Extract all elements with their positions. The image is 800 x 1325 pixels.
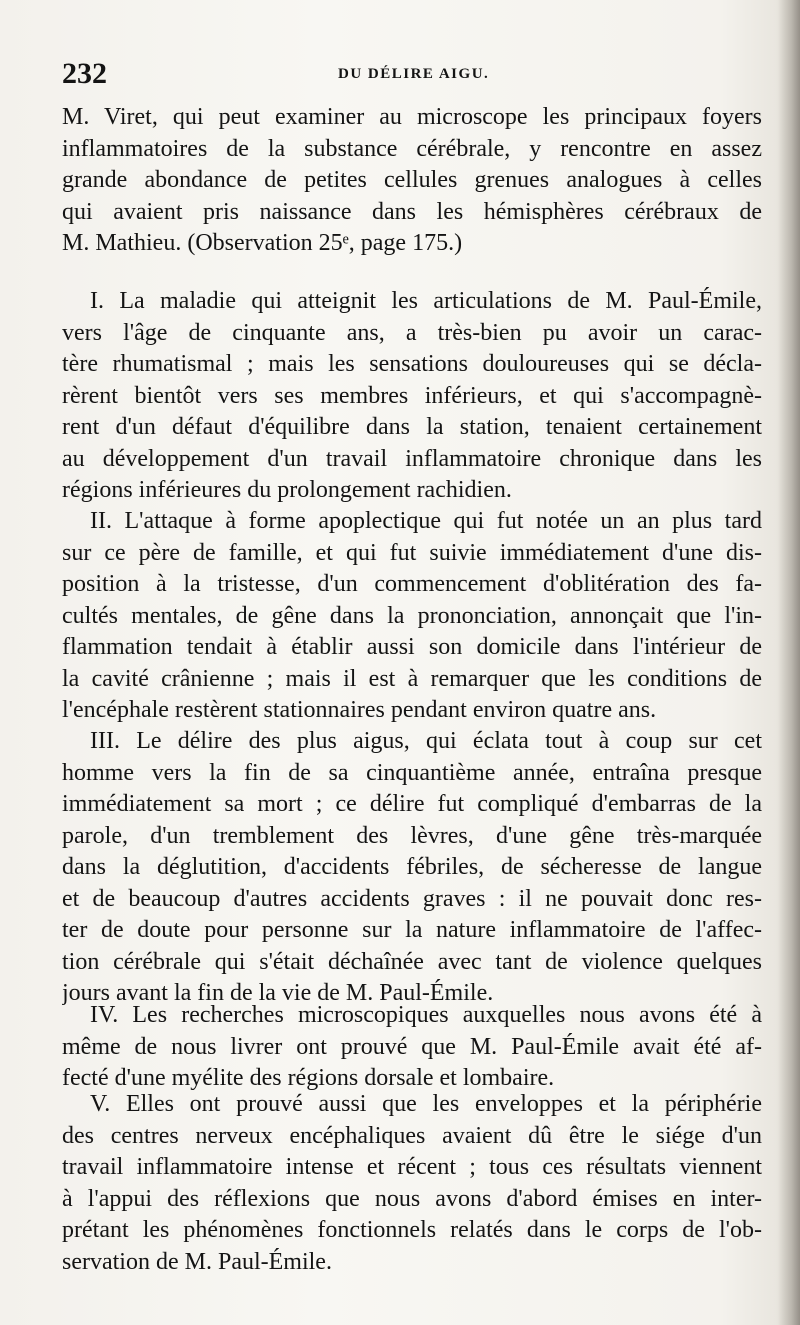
intro-paragraph xyxy=(62,102,762,260)
text-line: inflammatoires de la substance cérébrale, y rencontre en assez xyxy=(62,135,762,162)
text-line: servation de M. Paul-Émile. xyxy=(62,1248,332,1275)
text-line: V. Elles ont prouvé aussi que les enveloppes et la périphérie xyxy=(90,1091,762,1117)
text-line: II. L'attaque à forme apoplectique qui fut notée un an plus tard xyxy=(90,508,762,534)
text-line: M. Viret, qui peut examiner au microscope les principaux foyers xyxy=(62,104,762,130)
section-iii-paragraph xyxy=(62,726,762,1010)
text-line: jours avant la fin de la vie de M. Paul-Émile. xyxy=(62,980,494,1006)
text-line: des centres nerveux encéphaliques avaient dû être le siége d'un xyxy=(62,1122,762,1149)
section-i-paragraph xyxy=(62,286,762,507)
text-line: M. Mathieu. (Observation 25ᵉ, page 175.) xyxy=(62,230,463,256)
text-line: rèrent bientôt vers ses membres inférieurs, et qui s'accompagnè- xyxy=(62,382,762,409)
text-line: tère rhumatismal ; mais les sensations douloureuses qui se décla- xyxy=(62,351,762,377)
text-line: la cavité crânienne ; mais il est à remarquer que les conditions de xyxy=(62,665,762,692)
text-line: parole, d'un tremblement des lèvres, d'une gêne très-marquée xyxy=(62,822,762,849)
text-line: prétant les phénomènes fonctionnels relatés dans le corps de l'ob- xyxy=(62,1217,762,1243)
text-line: position à la tristesse, d'un commencement d'oblitération des fa- xyxy=(62,571,762,597)
text-line: immédiatement sa mort ; ce délire fut compliqué d'embarras de la xyxy=(62,791,762,817)
running-title: DU DÉLIRE AIGU. xyxy=(338,66,490,82)
text-line: flammation tendait à établir aussi son domicile dans l'intérieur de xyxy=(62,634,762,660)
section-v-paragraph xyxy=(62,1089,762,1278)
text-line: rent d'un défaut d'équilibre dans la station, tenaient certainement xyxy=(62,414,762,440)
text-line: et de beaucoup d'autres accidents graves : il ne pouvait donc res- xyxy=(62,885,762,912)
text-line: tion cérébrale qui s'était déchaînée avec tant de violence quelques xyxy=(62,948,762,975)
page-edge-shadow xyxy=(778,0,800,1325)
text-line: III. Le délire des plus aigus, qui éclata tout à coup sur cet xyxy=(90,728,762,754)
text-line: vers l'âge de cinquante ans, a très-bien pu avoir un carac- xyxy=(62,319,762,346)
text-line: dans la déglutition, d'accidents fébriles, de sécheresse de langue xyxy=(62,854,762,880)
text-line: même de nous livrer ont prouvé que M. Paul-Émile avait été af- xyxy=(62,1033,762,1060)
text-line: régions inférieures du prolongement rachidien. xyxy=(62,477,512,503)
text-line: à l'appui des réflexions que nous avons d'abord émises en inter- xyxy=(62,1185,762,1212)
text-line: l'encéphale restèrent stationnaires pendant environ quatre ans. xyxy=(62,697,657,723)
text-line: grande abondance de petites cellules grenues analogues à celles xyxy=(62,167,762,193)
text-line: travail inflammatoire intense et récent ; tous ces résultats viennent xyxy=(62,1154,762,1180)
running-head xyxy=(62,56,762,92)
text-line: au développement d'un travail inflammatoire chronique dans les xyxy=(62,445,762,472)
section-iv-paragraph xyxy=(62,1000,762,1095)
text-line: sur ce père de famille, et qui fut suivie immédiatement d'une dis- xyxy=(62,539,762,566)
text-line: fecté d'une myélite des régions dorsale et lombaire. xyxy=(62,1065,555,1091)
text-line: I. La maladie qui atteignit les articulations de M. Paul-Émile, xyxy=(90,288,762,314)
page-number: 232 xyxy=(62,57,107,90)
text-line: homme vers la fin de sa cinquantième année, entraîna presque xyxy=(62,759,762,786)
text-line: qui avaient pris naissance dans les hémisphères cérébraux de xyxy=(62,198,762,225)
text-line: cultés mentales, de gêne dans la prononciation, annonçait que l'in- xyxy=(62,602,762,629)
section-ii-paragraph xyxy=(62,506,762,727)
text-line: IV. Les recherches microscopiques auxquelles nous avons été à xyxy=(90,1002,762,1028)
text-line: ter de doute pour personne sur la nature inflammatoire de l'affec- xyxy=(62,917,762,943)
